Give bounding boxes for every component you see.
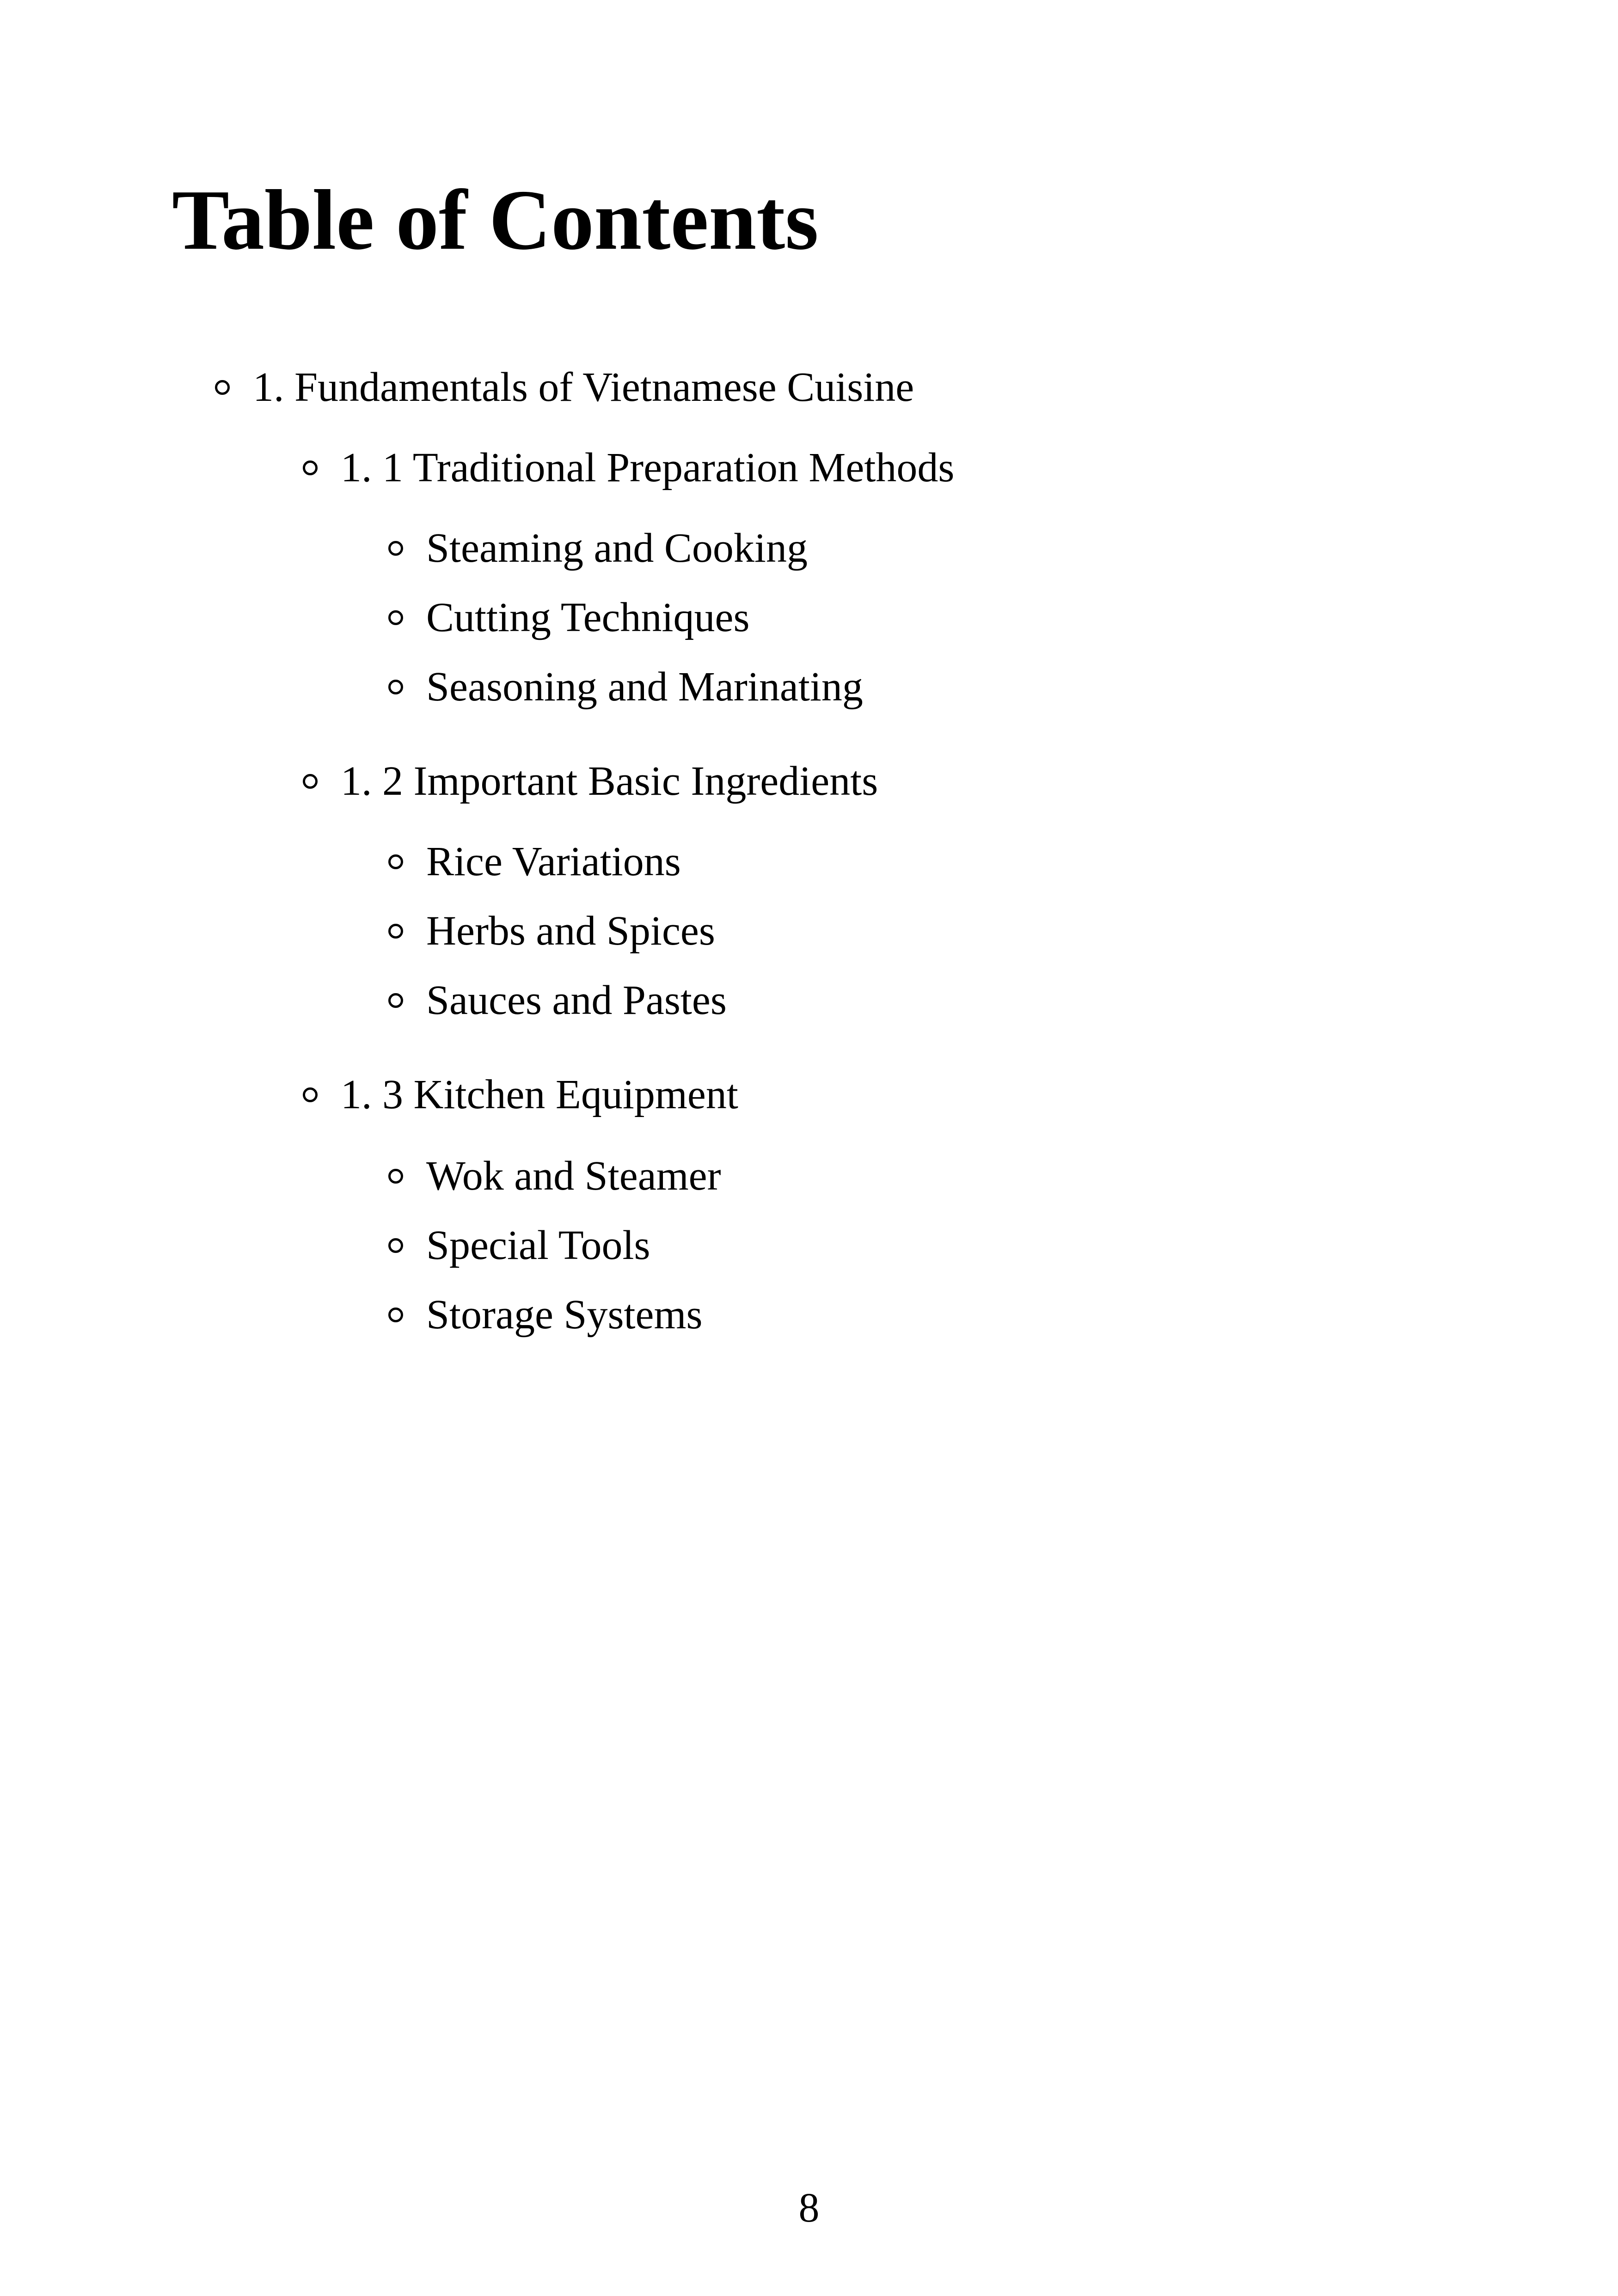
- circle-bullet-icon: [388, 993, 403, 1008]
- toc-item[interactable]: [388, 523, 808, 573]
- toc-section-1-3[interactable]: [303, 1070, 738, 1120]
- toc-entry-label: 1. 3 Kitchen Equipment: [341, 1072, 738, 1117]
- circle-bullet-icon: [388, 1238, 403, 1253]
- circle-bullet-icon: [388, 610, 403, 625]
- toc-entry-label: Storage Systems: [426, 1292, 703, 1338]
- toc-entry-label: Seasoning and Marinating: [426, 664, 863, 710]
- circle-bullet-icon: [388, 924, 403, 939]
- toc-item[interactable]: [388, 593, 749, 643]
- toc-entry-label: Steaming and Cooking: [426, 525, 808, 571]
- toc-entry-label: 1. 2 Important Basic Ingredients: [341, 758, 878, 804]
- toc-entry-label: Rice Variations: [426, 839, 681, 884]
- toc-item[interactable]: [388, 662, 863, 712]
- toc-item[interactable]: [388, 837, 681, 887]
- toc-item[interactable]: [388, 906, 715, 956]
- toc-entry-label: Herbs and Spices: [426, 908, 715, 954]
- toc-item[interactable]: [388, 1151, 721, 1201]
- toc-entry-label: Cutting Techniques: [426, 595, 750, 640]
- circle-bullet-icon: [303, 774, 318, 789]
- toc-section-1-1[interactable]: [303, 443, 954, 493]
- toc-chapter-1[interactable]: [215, 362, 914, 412]
- page-number: 8: [798, 2185, 820, 2231]
- circle-bullet-icon: [303, 1087, 318, 1102]
- toc-item[interactable]: [388, 1290, 702, 1340]
- toc-entry-label: Wok and Steamer: [426, 1153, 721, 1199]
- toc-entry-label: 1. Fundamentals of Vietnamese Cuisine: [253, 364, 914, 410]
- circle-bullet-icon: [388, 1169, 403, 1184]
- circle-bullet-icon: [388, 541, 403, 556]
- toc-item[interactable]: [388, 976, 727, 1025]
- page-title: Table of Contents: [172, 172, 819, 268]
- toc-entry-label: Special Tools: [426, 1222, 650, 1268]
- circle-bullet-icon: [388, 680, 403, 694]
- toc-entry-label: 1. 1 Traditional Preparation Methods: [341, 445, 955, 491]
- circle-bullet-icon: [303, 460, 318, 475]
- toc-item[interactable]: [388, 1221, 650, 1271]
- toc-entry-label: Sauces and Pastes: [426, 977, 727, 1023]
- circle-bullet-icon: [215, 380, 230, 395]
- toc-section-1-2[interactable]: [303, 756, 878, 806]
- circle-bullet-icon: [388, 1308, 403, 1322]
- circle-bullet-icon: [388, 854, 403, 869]
